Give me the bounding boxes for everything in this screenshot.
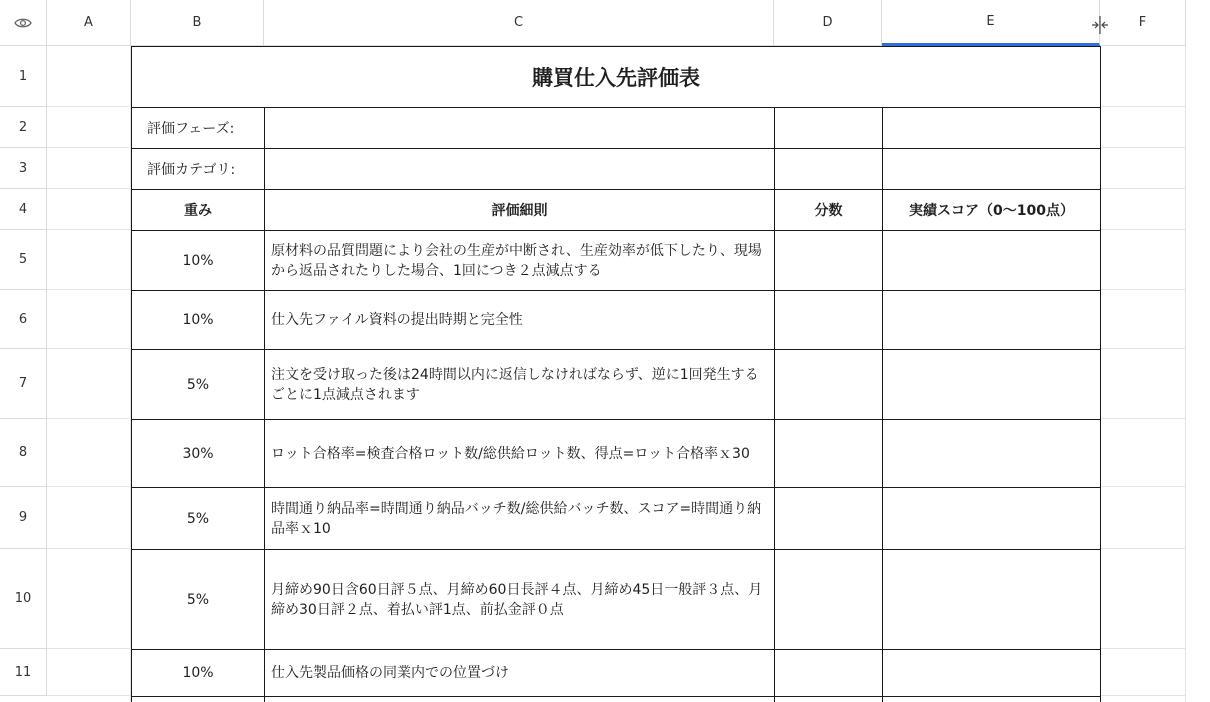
gridline <box>1100 348 1186 349</box>
criteria-weight[interactable]: 10% <box>182 665 214 681</box>
row-header-1[interactable]: 1 <box>0 46 47 107</box>
gridline <box>47 648 131 649</box>
header-points[interactable]: 分数 <box>814 203 843 219</box>
criteria-weight[interactable]: 5% <box>186 591 210 608</box>
gridline <box>1100 106 1186 107</box>
criteria-weight[interactable]: 5% <box>186 510 210 527</box>
sheet-title[interactable]: 購買仕入先評価表 <box>532 66 700 90</box>
criteria-weight[interactable]: 10% <box>182 252 214 269</box>
header-rule[interactable]: 評価細則 <box>491 203 548 219</box>
criteria-rule[interactable]: 月締め90日含60日評５点、月締め60日長評４点、月締め45日一般評３点、月締め30日評２点、着払い評1点、前払金評０点 <box>271 581 763 618</box>
row-header-7[interactable]: 7 <box>0 349 47 419</box>
gridline <box>47 486 131 487</box>
header-score[interactable]: 実績スコア（0～100点） <box>909 203 1074 219</box>
gridline <box>1100 648 1186 649</box>
gridline <box>1100 418 1186 419</box>
gridline <box>1100 289 1186 290</box>
column-header-a[interactable]: A <box>47 0 131 46</box>
gridline <box>1100 548 1186 549</box>
row-header-2[interactable]: 2 <box>0 107 47 148</box>
table-border <box>131 107 1101 108</box>
criteria-weight[interactable]: 5% <box>186 376 210 393</box>
gridline <box>1100 486 1186 487</box>
gridline <box>47 348 131 349</box>
phase-label[interactable]: 評価フェーズ: <box>147 121 235 137</box>
row-header-6[interactable]: 6 <box>0 290 47 349</box>
gridline <box>47 106 131 107</box>
criteria-rule[interactable]: 仕入先製品価格の同業内での位置づけ <box>271 665 509 681</box>
column-header-b[interactable]: B <box>131 0 264 46</box>
table-border <box>1100 46 1101 702</box>
gridline <box>47 147 131 148</box>
table-border <box>131 148 1101 149</box>
row-header-3[interactable]: 3 <box>0 148 47 189</box>
gridline <box>1100 188 1186 189</box>
row-header-4[interactable]: 4 <box>0 189 47 230</box>
gridline <box>47 188 131 189</box>
gridline <box>1100 229 1186 230</box>
gridline <box>47 418 131 419</box>
gridline <box>47 695 131 696</box>
gridline <box>47 229 131 230</box>
column-header-f[interactable]: F <box>1100 0 1186 46</box>
column-resize-icon[interactable] <box>1090 16 1110 34</box>
column-header-c[interactable]: C <box>264 0 774 46</box>
criteria-rule[interactable]: 仕入先ファイル資料の提出時期と完全性 <box>271 312 523 328</box>
criteria-weight[interactable]: 10% <box>182 312 214 328</box>
criteria-rule[interactable]: 注文を受け取った後は24時間以内に返信しなければならず、逆に1回発生するごとに1点減点されます <box>271 366 759 403</box>
eye-icon[interactable] <box>0 0 47 46</box>
row-header-10[interactable]: 10 <box>0 549 47 649</box>
gridline <box>47 548 131 549</box>
header-weight[interactable]: 重み <box>184 203 212 219</box>
table-border <box>131 696 1101 697</box>
column-header-e[interactable]: E <box>882 0 1100 46</box>
row-header-11[interactable]: 11 <box>0 649 47 696</box>
column-header-d[interactable]: D <box>774 0 882 46</box>
gridline <box>47 289 131 290</box>
gridline <box>1185 46 1186 702</box>
column-resize-glyph <box>1090 16 1110 34</box>
eye-icon-glyph <box>14 17 32 29</box>
row-header-9[interactable]: 9 <box>0 487 47 549</box>
row-header-8[interactable]: 8 <box>0 419 47 487</box>
category-label[interactable]: 評価カテゴリ: <box>147 162 236 178</box>
criteria-weight[interactable]: 30% <box>182 445 214 462</box>
gridline <box>1100 695 1186 696</box>
criteria-rule[interactable]: 時間通り納品率=時間通り納品バッチ数/総供給バッチ数、スコア=時間通り納品率ｘ10 <box>271 500 762 537</box>
criteria-rule[interactable]: ロット合格率=検査合格ロット数/総供給ロット数、得点=ロット合格率ｘ30 <box>271 445 750 462</box>
gridline <box>1100 147 1186 148</box>
row-header-5[interactable]: 5 <box>0 230 47 290</box>
criteria-rule[interactable]: 原材料の品質問題により会社の生産が中断され、生産効率が低下したり、現場から返品されたりした場合、1回につき２点減点する <box>271 242 762 279</box>
